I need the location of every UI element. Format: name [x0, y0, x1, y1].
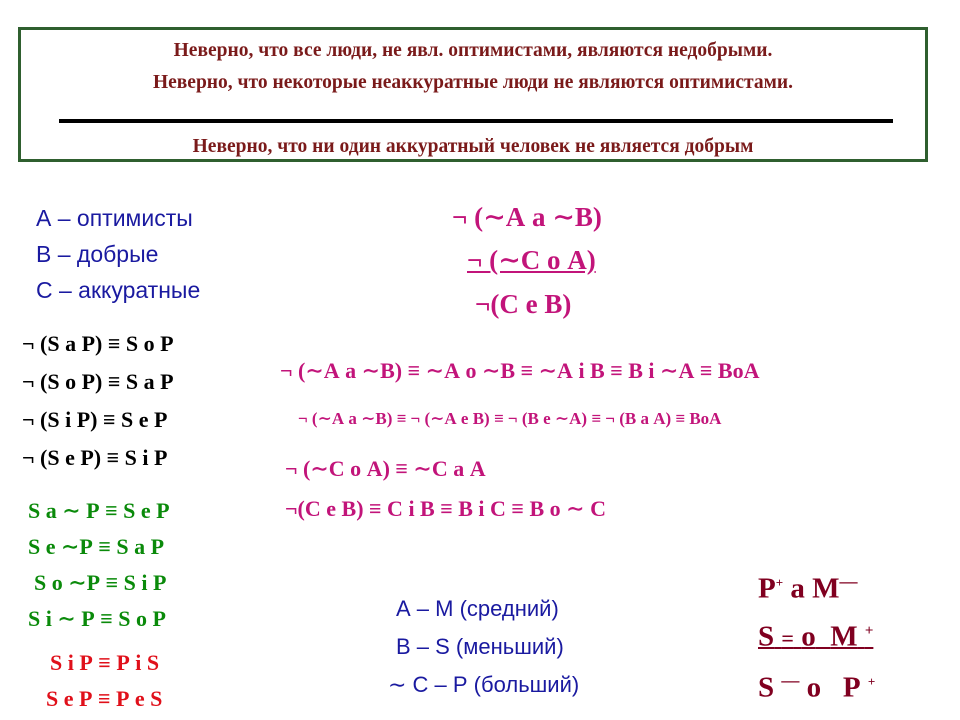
- mapping-minor: В – S (меньший): [396, 634, 564, 659]
- conclusion: Неверно, что ни один аккуратный человек не является добрым: [192, 136, 754, 157]
- transformation-3: ¬ (∼С о А) ≡ ∼С а А: [285, 456, 486, 481]
- inference-line: [59, 119, 893, 123]
- term-b: В – добрые: [36, 241, 159, 267]
- transformation-2: ¬ (∼А а ∼В) ≡ ¬ (∼А е В) ≡ ¬ (В е ∼А) ≡ ¬ (В а А) ≡ ВоА: [298, 409, 722, 428]
- obversion-rule: S о ∼Р ≡ S і Р: [34, 570, 167, 595]
- premise-2: Неверно, что некоторые неаккуратные люди не являются оптимистами.: [152, 72, 794, 93]
- formal-premise-1: ¬ (∼А а ∼В): [452, 202, 602, 232]
- conversion-rules: [46, 645, 162, 717]
- negation-rule: ¬ (S а Р) ≡ S о Р: [22, 331, 174, 356]
- mapping-middle: А – М (средний): [396, 596, 559, 621]
- premise-1: Неверно, что все люди, не явл. оптимистами, являются недобрыми.: [173, 40, 773, 61]
- term-mapping: [388, 590, 579, 704]
- formal-conclusion: ¬(С е В): [475, 289, 572, 319]
- conversion-rule: S і Р ≡ Р і S: [50, 650, 160, 675]
- obversion-rule: S і ∼ Р ≡ S о Р: [28, 606, 166, 631]
- conversion-rule: S е Р ≡ Р е S: [46, 686, 163, 711]
- negation-rules: [22, 325, 174, 477]
- term-c: С – аккуратные: [36, 277, 201, 303]
- term-a: А – оптимисты: [36, 205, 193, 231]
- syllogism-major: Р+ а М—: [758, 571, 858, 605]
- problem-box: [18, 27, 928, 162]
- negation-rule: ¬ (S і Р) ≡ S е Р: [22, 407, 168, 432]
- negation-rule: ¬ (S е Р) ≡ S і Р: [22, 445, 168, 470]
- obversion-rule: S е ∼Р ≡ S а Р: [28, 534, 165, 559]
- transformation-1: ¬ (∼А а ∼В) ≡ ∼А о ∼В ≡ ∼А і В ≡ В і ∼А ≡ ВоА: [280, 358, 760, 383]
- syllogism-minor: S = о М +: [758, 620, 874, 653]
- syllogism-conclusion: S — о Р +: [758, 670, 876, 704]
- formal-premise-2: ¬ (∼С о А): [467, 245, 596, 275]
- transformation-4: ¬(С е В) ≡ С і В ≡ В і С ≡ В о ∼ С: [285, 496, 606, 521]
- terms-list: [36, 200, 200, 308]
- obversion-rule: S а ∼ Р ≡ S е Р: [28, 498, 170, 523]
- negation-rule: ¬ (S о Р) ≡ S а Р: [22, 369, 174, 394]
- obversion-rules: [28, 493, 170, 637]
- mapping-major: ∼ С – Р (больший): [388, 672, 580, 697]
- syllogism: [758, 560, 875, 709]
